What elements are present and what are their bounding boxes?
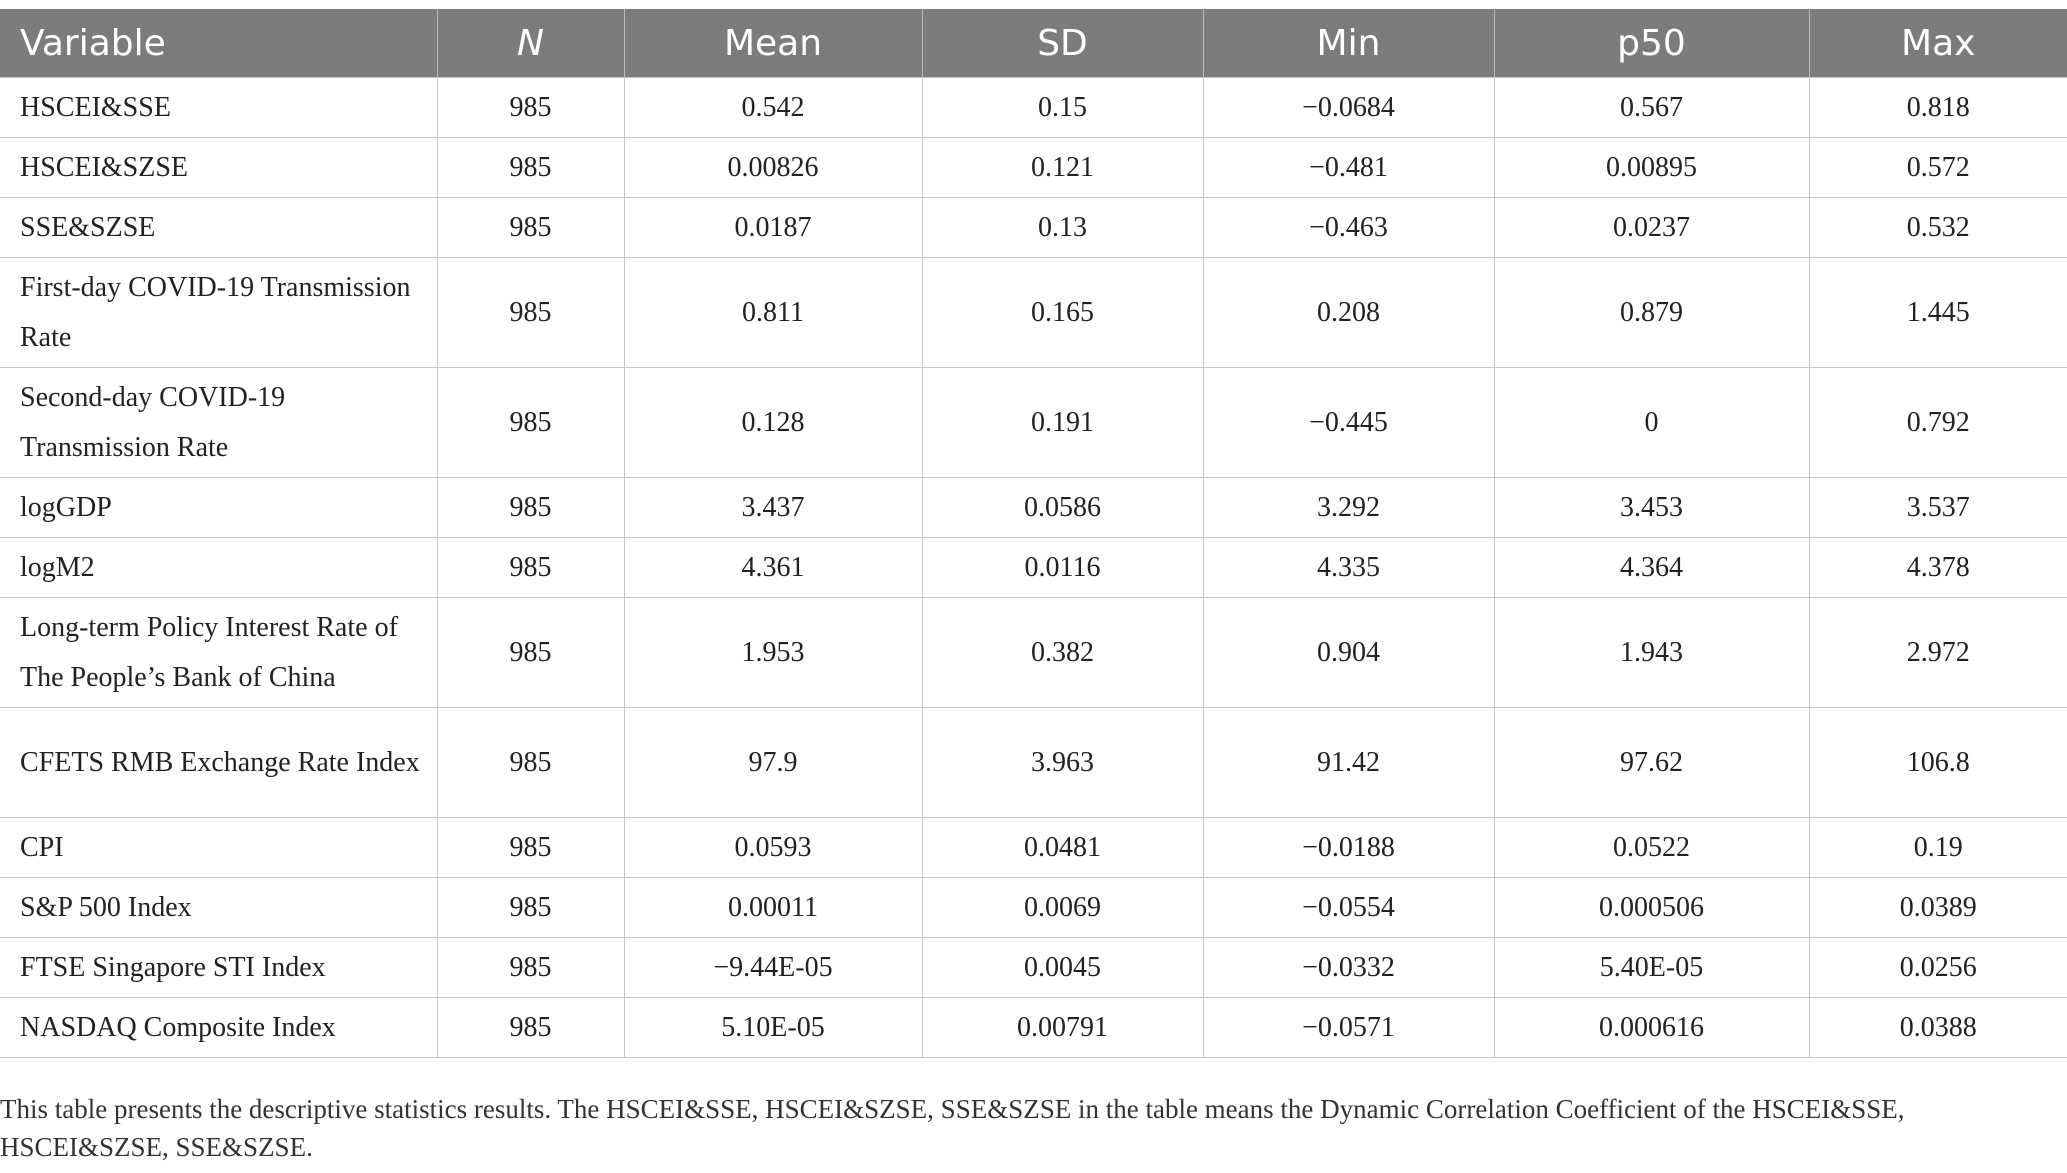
cell-p50: 0.567 (1494, 78, 1809, 138)
cell-max: 0.532 (1809, 198, 2067, 258)
column-header-mean: Mean (624, 9, 922, 78)
cell-sd: 0.0045 (922, 938, 1203, 998)
cell-mean: 4.361 (624, 538, 922, 598)
table-row (0, 598, 2067, 708)
cell-mean: 0.00826 (624, 138, 922, 198)
cell-variable: logGDP (0, 478, 437, 538)
cell-mean: 0.811 (624, 258, 922, 368)
cell-variable: FTSE Singapore STI Index (0, 938, 437, 998)
cell-p50: 4.364 (1494, 538, 1809, 598)
cell-p50: 0 (1494, 368, 1809, 478)
cell-max: 2.972 (1809, 598, 2067, 708)
cell-max: 0.19 (1809, 818, 2067, 878)
cell-max: 3.537 (1809, 478, 2067, 538)
cell-max: 0.792 (1809, 368, 2067, 478)
column-header-variable: Variable (0, 9, 437, 78)
table-row (0, 138, 2067, 198)
column-header-sd: SD (922, 9, 1203, 78)
cell-mean: 97.9 (624, 708, 922, 818)
cell-variable: CPI (0, 818, 437, 878)
cell-min: 0.208 (1203, 258, 1494, 368)
cell-variable: HSCEI&SZSE (0, 138, 437, 198)
cell-n: 985 (437, 538, 624, 598)
cell-mean: 0.128 (624, 368, 922, 478)
cell-n: 985 (437, 878, 624, 938)
cell-min: −0.0554 (1203, 878, 1494, 938)
cell-min: 3.292 (1203, 478, 1494, 538)
table-row (0, 998, 2067, 1058)
cell-variable: SSE&SZSE (0, 198, 437, 258)
cell-mean: 0.542 (624, 78, 922, 138)
cell-variable: CFETS RMB Exchange Rate Index (0, 708, 437, 818)
cell-sd: 0.0069 (922, 878, 1203, 938)
cell-min: −0.463 (1203, 198, 1494, 258)
cell-p50: 1.943 (1494, 598, 1809, 708)
cell-variable: Long-term Policy Interest Rate of The People’s Bank of China (0, 598, 437, 708)
cell-max: 0.0256 (1809, 938, 2067, 998)
cell-sd: 0.0586 (922, 478, 1203, 538)
cell-n: 985 (437, 708, 624, 818)
cell-mean: 0.0593 (624, 818, 922, 878)
cell-sd: 0.13 (922, 198, 1203, 258)
cell-max: 0.818 (1809, 78, 2067, 138)
cell-n: 985 (437, 598, 624, 708)
cell-max: 0.572 (1809, 138, 2067, 198)
cell-variable: S&P 500 Index (0, 878, 437, 938)
cell-min: −0.0188 (1203, 818, 1494, 878)
cell-min: −0.445 (1203, 368, 1494, 478)
table-row (0, 708, 2067, 818)
table-row (0, 538, 2067, 598)
cell-sd: 3.963 (922, 708, 1203, 818)
cell-p50: 0.0522 (1494, 818, 1809, 878)
table-header-row (0, 9, 2067, 78)
table-row (0, 198, 2067, 258)
cell-min: 4.335 (1203, 538, 1494, 598)
cell-sd: 0.0481 (922, 818, 1203, 878)
column-header-min: Min (1203, 9, 1494, 78)
cell-max: 0.0388 (1809, 998, 2067, 1058)
cell-n: 985 (437, 368, 624, 478)
descriptive-statistics-table (0, 9, 2067, 1058)
cell-min: −0.0571 (1203, 998, 1494, 1058)
cell-sd: 0.382 (922, 598, 1203, 708)
table-row (0, 78, 2067, 138)
cell-p50: 0.0237 (1494, 198, 1809, 258)
table-row (0, 258, 2067, 368)
cell-variable: HSCEI&SSE (0, 78, 437, 138)
cell-min: 0.904 (1203, 598, 1494, 708)
cell-n: 985 (437, 258, 624, 368)
cell-sd: 0.00791 (922, 998, 1203, 1058)
cell-sd: 0.0116 (922, 538, 1203, 598)
cell-p50: 0.000616 (1494, 998, 1809, 1058)
cell-mean: 3.437 (624, 478, 922, 538)
table-row (0, 938, 2067, 998)
cell-mean: 0.0187 (624, 198, 922, 258)
cell-min: −0.0684 (1203, 78, 1494, 138)
table-row (0, 368, 2067, 478)
cell-mean: 5.10E-05 (624, 998, 922, 1058)
cell-n: 985 (437, 78, 624, 138)
cell-sd: 0.191 (922, 368, 1203, 478)
cell-max: 106.8 (1809, 708, 2067, 818)
cell-p50: 0.879 (1494, 258, 1809, 368)
cell-variable: logM2 (0, 538, 437, 598)
cell-p50: 97.62 (1494, 708, 1809, 818)
cell-p50: 3.453 (1494, 478, 1809, 538)
cell-n: 985 (437, 478, 624, 538)
cell-n: 985 (437, 198, 624, 258)
column-header-p50: p50 (1494, 9, 1809, 78)
table-row (0, 818, 2067, 878)
cell-max: 0.0389 (1809, 878, 2067, 938)
cell-min: 91.42 (1203, 708, 1494, 818)
cell-mean: 1.953 (624, 598, 922, 708)
table-footnote: This table presents the descriptive statistics results. The HSCEI&SSE, HSCEI&SZSE, SSE&SZSE in the table means the Dynamic Correlation Coefficient of the HSCEI&SSE, HSCEI&SZSE, SSE&SZSE. (0, 1094, 1905, 1162)
cell-max: 1.445 (1809, 258, 2067, 368)
cell-p50: 0.00895 (1494, 138, 1809, 198)
cell-sd: 0.15 (922, 78, 1203, 138)
cell-min: −0.0332 (1203, 938, 1494, 998)
table-row (0, 478, 2067, 538)
cell-min: −0.481 (1203, 138, 1494, 198)
table-row (0, 878, 2067, 938)
column-header-max: Max (1809, 9, 2067, 78)
cell-variable: First-day COVID-19 Transmission Rate (0, 258, 437, 368)
cell-n: 985 (437, 938, 624, 998)
cell-variable: Second-day COVID-19 Transmission Rate (0, 368, 437, 478)
cell-p50: 0.000506 (1494, 878, 1809, 938)
cell-p50: 5.40E-05 (1494, 938, 1809, 998)
cell-mean: 0.00011 (624, 878, 922, 938)
cell-n: 985 (437, 138, 624, 198)
column-header-n: N (437, 9, 624, 78)
cell-mean: −9.44E-05 (624, 938, 922, 998)
cell-max: 4.378 (1809, 538, 2067, 598)
cell-n: 985 (437, 998, 624, 1058)
cell-variable: NASDAQ Composite Index (0, 998, 437, 1058)
cell-sd: 0.121 (922, 138, 1203, 198)
cell-n: 985 (437, 818, 624, 878)
cell-sd: 0.165 (922, 258, 1203, 368)
